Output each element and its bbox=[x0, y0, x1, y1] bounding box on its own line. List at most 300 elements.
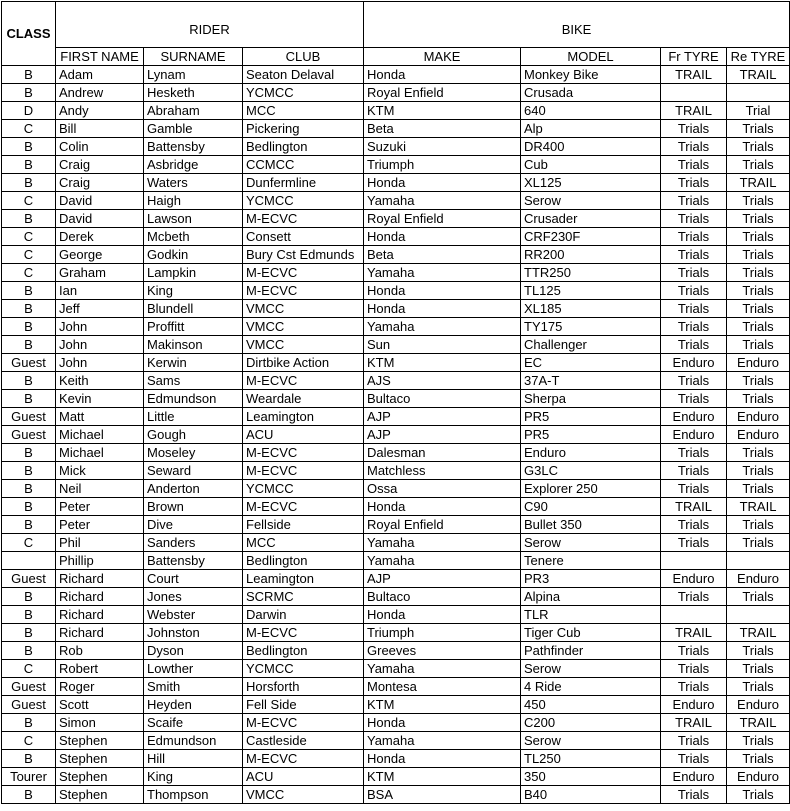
first-name-cell: Craig bbox=[56, 156, 144, 174]
fr-tyre-cell: Trials bbox=[661, 156, 727, 174]
model-cell: EC bbox=[521, 354, 661, 372]
class-cell: Guest bbox=[2, 354, 56, 372]
re-tyre-cell: Trials bbox=[727, 372, 790, 390]
surname-cell: Edmundson bbox=[144, 390, 243, 408]
club-cell: M-ECVC bbox=[243, 624, 364, 642]
club-cell: Leamington bbox=[243, 570, 364, 588]
club-cell: M-ECVC bbox=[243, 210, 364, 228]
fr-tyre-cell: Trials bbox=[661, 174, 727, 192]
model-cell: Monkey Bike bbox=[521, 66, 661, 84]
table-row bbox=[2, 408, 790, 426]
make-cell: KTM bbox=[364, 768, 521, 786]
make-cell: Bultaco bbox=[364, 390, 521, 408]
model-cell: Serow bbox=[521, 732, 661, 750]
re-tyre-cell: Trials bbox=[727, 444, 790, 462]
fr-tyre-cell: Trials bbox=[661, 120, 727, 138]
make-cell: Yamaha bbox=[364, 732, 521, 750]
model-cell: XL125 bbox=[521, 174, 661, 192]
club-cell: Fellside bbox=[243, 516, 364, 534]
fr-tyre-cell: TRAIL bbox=[661, 66, 727, 84]
club-cell: M-ECVC bbox=[243, 282, 364, 300]
table-row bbox=[2, 120, 790, 138]
make-cell: Royal Enfield bbox=[364, 516, 521, 534]
class-cell: C bbox=[2, 264, 56, 282]
club-cell: Darwin bbox=[243, 606, 364, 624]
class-cell: C bbox=[2, 246, 56, 264]
model-cell: Crusada bbox=[521, 84, 661, 102]
class-cell: C bbox=[2, 120, 56, 138]
model-cell: Tiger Cub bbox=[521, 624, 661, 642]
column-header-row bbox=[2, 48, 790, 66]
table-row bbox=[2, 246, 790, 264]
class-cell: C bbox=[2, 732, 56, 750]
fr-tyre-cell bbox=[661, 606, 727, 624]
club-cell: M-ECVC bbox=[243, 264, 364, 282]
table-row bbox=[2, 372, 790, 390]
surname-cell: Sams bbox=[144, 372, 243, 390]
table-row bbox=[2, 570, 790, 588]
surname-cell: Moseley bbox=[144, 444, 243, 462]
re-tyre-cell: Enduro bbox=[727, 570, 790, 588]
club-cell: Bedlington bbox=[243, 138, 364, 156]
re-tyre-cell: Trial bbox=[727, 102, 790, 120]
re-tyre-cell: TRAIL bbox=[727, 624, 790, 642]
class-cell: B bbox=[2, 318, 56, 336]
club-cell: YCMCC bbox=[243, 84, 364, 102]
table-row bbox=[2, 786, 790, 804]
fr-tyre-cell: TRAIL bbox=[661, 714, 727, 732]
surname-cell: Brown bbox=[144, 498, 243, 516]
make-cell: Yamaha bbox=[364, 534, 521, 552]
club-cell: Bedlington bbox=[243, 552, 364, 570]
first-name-cell: George bbox=[56, 246, 144, 264]
first-name-cell: Rob bbox=[56, 642, 144, 660]
make-cell: BSA bbox=[364, 786, 521, 804]
fr-tyre-cell: Trials bbox=[661, 300, 727, 318]
rider-group-header: RIDER bbox=[56, 2, 364, 48]
model-cell: DR400 bbox=[521, 138, 661, 156]
model-cell: Sherpa bbox=[521, 390, 661, 408]
fr-tyre-cell: Trials bbox=[661, 786, 727, 804]
model-cell: Pathfinder bbox=[521, 642, 661, 660]
surname-cell: Battensby bbox=[144, 138, 243, 156]
surname-header: SURNAME bbox=[144, 48, 243, 66]
first-name-cell: Mick bbox=[56, 462, 144, 480]
model-cell: PR3 bbox=[521, 570, 661, 588]
model-cell: B40 bbox=[521, 786, 661, 804]
make-cell: AJP bbox=[364, 570, 521, 588]
re-tyre-cell: Trials bbox=[727, 318, 790, 336]
club-cell: Bury Cst Edmunds bbox=[243, 246, 364, 264]
table-row bbox=[2, 228, 790, 246]
class-cell: C bbox=[2, 660, 56, 678]
model-cell: RR200 bbox=[521, 246, 661, 264]
model-cell: XL185 bbox=[521, 300, 661, 318]
model-cell: C200 bbox=[521, 714, 661, 732]
make-cell: Honda bbox=[364, 174, 521, 192]
surname-cell: Lynam bbox=[144, 66, 243, 84]
model-cell: Enduro bbox=[521, 444, 661, 462]
make-cell: KTM bbox=[364, 696, 521, 714]
make-cell: Yamaha bbox=[364, 318, 521, 336]
surname-cell: Scaife bbox=[144, 714, 243, 732]
make-cell: Honda bbox=[364, 228, 521, 246]
fr-tyre-cell: Trials bbox=[661, 390, 727, 408]
model-cell: TY175 bbox=[521, 318, 661, 336]
club-cell: MCC bbox=[243, 534, 364, 552]
re-tyre-cell: Trials bbox=[727, 282, 790, 300]
first-name-cell: Keith bbox=[56, 372, 144, 390]
first-name-cell: Phillip bbox=[56, 552, 144, 570]
model-cell: 37A-T bbox=[521, 372, 661, 390]
table-row bbox=[2, 426, 790, 444]
class-cell: B bbox=[2, 84, 56, 102]
surname-cell: Gough bbox=[144, 426, 243, 444]
model-header: MODEL bbox=[521, 48, 661, 66]
table-row bbox=[2, 318, 790, 336]
class-cell: B bbox=[2, 498, 56, 516]
make-cell: Bultaco bbox=[364, 588, 521, 606]
club-cell: VMCC bbox=[243, 300, 364, 318]
first-name-cell: David bbox=[56, 192, 144, 210]
fr-tyre-cell: Trials bbox=[661, 732, 727, 750]
first-name-cell: Ian bbox=[56, 282, 144, 300]
fr-tyre-cell: Trials bbox=[661, 336, 727, 354]
make-cell: Honda bbox=[364, 498, 521, 516]
club-cell: YCMCC bbox=[243, 480, 364, 498]
re-tyre-cell: Trials bbox=[727, 264, 790, 282]
fr-tyre-cell: Enduro bbox=[661, 408, 727, 426]
class-header: CLASS bbox=[2, 2, 56, 66]
club-cell: ACU bbox=[243, 426, 364, 444]
club-cell: Pickering bbox=[243, 120, 364, 138]
class-cell: Guest bbox=[2, 696, 56, 714]
make-cell: KTM bbox=[364, 354, 521, 372]
model-cell: Serow bbox=[521, 660, 661, 678]
fr-tyre-cell: Trials bbox=[661, 480, 727, 498]
class-cell: B bbox=[2, 156, 56, 174]
make-cell: Honda bbox=[364, 66, 521, 84]
fr-tyre-cell: Trials bbox=[661, 750, 727, 768]
fr-tyre-cell: Trials bbox=[661, 138, 727, 156]
re-tyre-cell: Trials bbox=[727, 156, 790, 174]
surname-cell: Asbridge bbox=[144, 156, 243, 174]
fr-tyre-cell: Trials bbox=[661, 516, 727, 534]
class-cell: C bbox=[2, 228, 56, 246]
table-row bbox=[2, 768, 790, 786]
model-cell: Bullet 350 bbox=[521, 516, 661, 534]
surname-cell: Edmundson bbox=[144, 732, 243, 750]
surname-cell: Gamble bbox=[144, 120, 243, 138]
table-row bbox=[2, 714, 790, 732]
model-cell: TL250 bbox=[521, 750, 661, 768]
table-row bbox=[2, 660, 790, 678]
make-cell: Triumph bbox=[364, 624, 521, 642]
re-tyre-cell bbox=[727, 552, 790, 570]
table-row bbox=[2, 174, 790, 192]
class-cell: B bbox=[2, 516, 56, 534]
surname-cell: Jones bbox=[144, 588, 243, 606]
fr-tyre-cell: Trials bbox=[661, 246, 727, 264]
fr-tyre-cell bbox=[661, 84, 727, 102]
model-cell: C90 bbox=[521, 498, 661, 516]
re-tyre-cell: Enduro bbox=[727, 768, 790, 786]
club-cell: Dunfermline bbox=[243, 174, 364, 192]
class-cell: B bbox=[2, 138, 56, 156]
table-row bbox=[2, 336, 790, 354]
first-name-cell: Kevin bbox=[56, 390, 144, 408]
surname-cell: Dyson bbox=[144, 642, 243, 660]
first-name-cell: Andrew bbox=[56, 84, 144, 102]
club-cell: M-ECVC bbox=[243, 498, 364, 516]
re-tyre-cell: Trials bbox=[727, 732, 790, 750]
surname-cell: Seward bbox=[144, 462, 243, 480]
table-row bbox=[2, 282, 790, 300]
table-row bbox=[2, 624, 790, 642]
make-cell: Sun bbox=[364, 336, 521, 354]
re-tyre-cell: Trials bbox=[727, 462, 790, 480]
first-name-cell: Stephen bbox=[56, 768, 144, 786]
fr-tyre-cell: Trials bbox=[661, 462, 727, 480]
model-cell: G3LC bbox=[521, 462, 661, 480]
model-cell: 350 bbox=[521, 768, 661, 786]
model-cell: 4 Ride bbox=[521, 678, 661, 696]
class-cell: B bbox=[2, 210, 56, 228]
model-cell: 640 bbox=[521, 102, 661, 120]
first-name-cell: Phil bbox=[56, 534, 144, 552]
model-cell: TTR250 bbox=[521, 264, 661, 282]
class-cell: Guest bbox=[2, 426, 56, 444]
first-name-cell: Matt bbox=[56, 408, 144, 426]
class-cell: B bbox=[2, 336, 56, 354]
class-cell bbox=[2, 552, 56, 570]
fr-tyre-cell: Trials bbox=[661, 642, 727, 660]
table-row bbox=[2, 696, 790, 714]
make-cell: Honda bbox=[364, 300, 521, 318]
model-cell: Challenger bbox=[521, 336, 661, 354]
re-tyre-cell: Trials bbox=[727, 480, 790, 498]
make-cell: Beta bbox=[364, 246, 521, 264]
first-name-cell: Simon bbox=[56, 714, 144, 732]
table-body bbox=[2, 66, 790, 804]
make-cell: Triumph bbox=[364, 156, 521, 174]
make-cell: AJS bbox=[364, 372, 521, 390]
make-cell: Dalesman bbox=[364, 444, 521, 462]
club-cell: Leamington bbox=[243, 408, 364, 426]
table-row bbox=[2, 678, 790, 696]
fr-tyre-cell: Trials bbox=[661, 264, 727, 282]
model-cell: Serow bbox=[521, 192, 661, 210]
make-cell: Ossa bbox=[364, 480, 521, 498]
make-cell: Yamaha bbox=[364, 660, 521, 678]
re-tyre-cell: Trials bbox=[727, 390, 790, 408]
model-cell: 450 bbox=[521, 696, 661, 714]
club-cell: Consett bbox=[243, 228, 364, 246]
model-cell: PR5 bbox=[521, 408, 661, 426]
first-name-cell: Richard bbox=[56, 588, 144, 606]
table-row bbox=[2, 534, 790, 552]
table-row bbox=[2, 300, 790, 318]
model-cell: Serow bbox=[521, 534, 661, 552]
make-cell: Suzuki bbox=[364, 138, 521, 156]
class-cell: Guest bbox=[2, 678, 56, 696]
make-cell: KTM bbox=[364, 102, 521, 120]
surname-cell: Mcbeth bbox=[144, 228, 243, 246]
club-cell: CCMCC bbox=[243, 156, 364, 174]
club-cell: Fell Side bbox=[243, 696, 364, 714]
club-cell: VMCC bbox=[243, 336, 364, 354]
class-cell: D bbox=[2, 102, 56, 120]
first-name-cell: Roger bbox=[56, 678, 144, 696]
class-cell: Tourer bbox=[2, 768, 56, 786]
club-cell: M-ECVC bbox=[243, 372, 364, 390]
club-cell: Dirtbike Action bbox=[243, 354, 364, 372]
fr-tyre-cell: TRAIL bbox=[661, 624, 727, 642]
re-tyre-cell: Trials bbox=[727, 750, 790, 768]
surname-cell: Dive bbox=[144, 516, 243, 534]
re-tyre-cell bbox=[727, 606, 790, 624]
surname-cell: Court bbox=[144, 570, 243, 588]
re-tyre-cell bbox=[727, 84, 790, 102]
model-cell: CRF230F bbox=[521, 228, 661, 246]
club-cell: YCMCC bbox=[243, 192, 364, 210]
table-row bbox=[2, 390, 790, 408]
class-cell: B bbox=[2, 174, 56, 192]
make-cell: AJP bbox=[364, 408, 521, 426]
class-cell: B bbox=[2, 714, 56, 732]
table-row bbox=[2, 462, 790, 480]
class-cell: C bbox=[2, 534, 56, 552]
surname-cell: Sanders bbox=[144, 534, 243, 552]
first-name-cell: John bbox=[56, 318, 144, 336]
club-header: CLUB bbox=[243, 48, 364, 66]
fr-tyre-cell: Trials bbox=[661, 660, 727, 678]
make-header: MAKE bbox=[364, 48, 521, 66]
fr-tyre-cell: Trials bbox=[661, 534, 727, 552]
first-name-cell: Robert bbox=[56, 660, 144, 678]
first-name-cell: John bbox=[56, 354, 144, 372]
model-cell: Explorer 250 bbox=[521, 480, 661, 498]
class-cell: B bbox=[2, 372, 56, 390]
surname-cell: Makinson bbox=[144, 336, 243, 354]
model-cell: TL125 bbox=[521, 282, 661, 300]
club-cell: Horsforth bbox=[243, 678, 364, 696]
first-name-cell: Stephen bbox=[56, 750, 144, 768]
class-cell: B bbox=[2, 624, 56, 642]
make-cell: Honda bbox=[364, 606, 521, 624]
re-tyre-cell: Trials bbox=[727, 120, 790, 138]
table-row bbox=[2, 444, 790, 462]
fr-tyre-cell: Enduro bbox=[661, 354, 727, 372]
first-name-cell: Scott bbox=[56, 696, 144, 714]
first-name-cell: Michael bbox=[56, 444, 144, 462]
first-name-cell: Richard bbox=[56, 570, 144, 588]
re-tyre-cell: Trials bbox=[727, 534, 790, 552]
first-name-cell: Bill bbox=[56, 120, 144, 138]
class-cell: B bbox=[2, 300, 56, 318]
fr-tyre-cell: Trials bbox=[661, 192, 727, 210]
bike-group-header: BIKE bbox=[364, 2, 790, 48]
surname-cell: Blundell bbox=[144, 300, 243, 318]
re-tyre-cell: TRAIL bbox=[727, 174, 790, 192]
surname-cell: Godkin bbox=[144, 246, 243, 264]
surname-cell: King bbox=[144, 768, 243, 786]
re-tyre-cell: Trials bbox=[727, 642, 790, 660]
club-cell: YCMCC bbox=[243, 660, 364, 678]
re-tyre-cell: Enduro bbox=[727, 426, 790, 444]
class-cell: Guest bbox=[2, 408, 56, 426]
table-row bbox=[2, 480, 790, 498]
surname-cell: Lowther bbox=[144, 660, 243, 678]
fr-tyre-cell: Trials bbox=[661, 210, 727, 228]
table-row bbox=[2, 606, 790, 624]
class-cell: B bbox=[2, 390, 56, 408]
model-cell: PR5 bbox=[521, 426, 661, 444]
re-tyre-cell: Enduro bbox=[727, 696, 790, 714]
fr-tyre-cell: TRAIL bbox=[661, 498, 727, 516]
re-tyre-cell: Trials bbox=[727, 138, 790, 156]
first-name-cell: Stephen bbox=[56, 786, 144, 804]
make-cell: Matchless bbox=[364, 462, 521, 480]
first-name-cell: Richard bbox=[56, 606, 144, 624]
table-row bbox=[2, 732, 790, 750]
make-cell: Beta bbox=[364, 120, 521, 138]
club-cell: Bedlington bbox=[243, 642, 364, 660]
table-row bbox=[2, 750, 790, 768]
class-cell: B bbox=[2, 462, 56, 480]
fr-tyre-cell: Enduro bbox=[661, 696, 727, 714]
first-name-cell: Derek bbox=[56, 228, 144, 246]
surname-cell: Smith bbox=[144, 678, 243, 696]
table-row bbox=[2, 264, 790, 282]
class-cell: B bbox=[2, 282, 56, 300]
club-cell: Weardale bbox=[243, 390, 364, 408]
surname-cell: Heyden bbox=[144, 696, 243, 714]
fr-tyre-cell: Trials bbox=[661, 282, 727, 300]
class-cell: B bbox=[2, 66, 56, 84]
surname-cell: Hill bbox=[144, 750, 243, 768]
fr-tyre-cell: Enduro bbox=[661, 426, 727, 444]
table-row bbox=[2, 210, 790, 228]
table-row bbox=[2, 102, 790, 120]
make-cell: Greeves bbox=[364, 642, 521, 660]
surname-cell: Anderton bbox=[144, 480, 243, 498]
surname-cell: Hesketh bbox=[144, 84, 243, 102]
first-name-cell: Stephen bbox=[56, 732, 144, 750]
first-name-cell: David bbox=[56, 210, 144, 228]
first-name-header: FIRST NAME bbox=[56, 48, 144, 66]
first-name-cell: Michael bbox=[56, 426, 144, 444]
club-cell: M-ECVC bbox=[243, 462, 364, 480]
re-tyre-cell: Trials bbox=[727, 228, 790, 246]
club-cell: MCC bbox=[243, 102, 364, 120]
first-name-cell: Andy bbox=[56, 102, 144, 120]
make-cell: Honda bbox=[364, 750, 521, 768]
class-cell: B bbox=[2, 480, 56, 498]
fr-tyre-cell bbox=[661, 552, 727, 570]
club-cell: M-ECVC bbox=[243, 714, 364, 732]
table-row bbox=[2, 84, 790, 102]
fr-tyre-cell: Trials bbox=[661, 372, 727, 390]
first-name-cell: Craig bbox=[56, 174, 144, 192]
table-row bbox=[2, 642, 790, 660]
surname-cell: Little bbox=[144, 408, 243, 426]
make-cell: Honda bbox=[364, 714, 521, 732]
entry-list-table bbox=[1, 1, 790, 804]
class-cell: B bbox=[2, 786, 56, 804]
surname-cell: Lawson bbox=[144, 210, 243, 228]
surname-cell: Proffitt bbox=[144, 318, 243, 336]
